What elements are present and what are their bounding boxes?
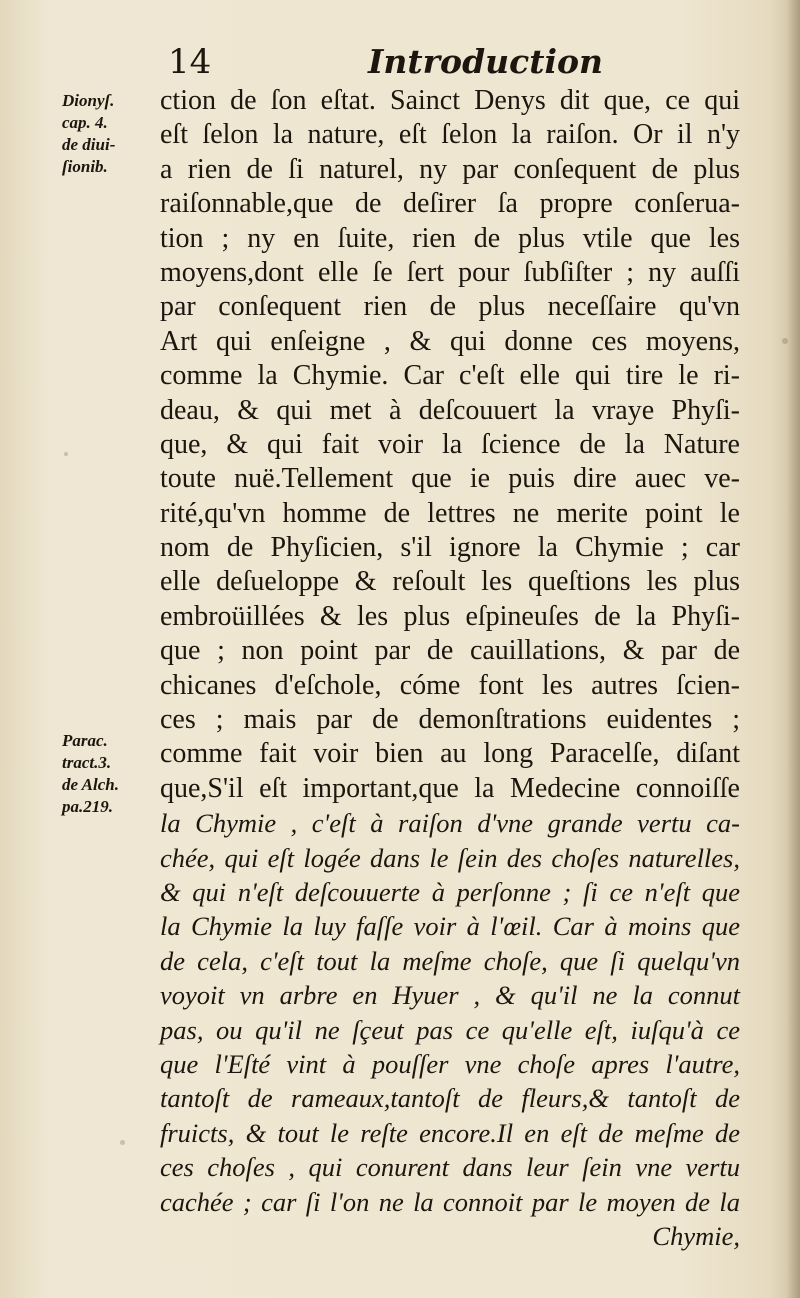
- text-line: que,S'il eſt important,que la Medecine connoiſſe: [160, 772, 740, 804]
- text-line: moyens,dont elle ſe ſert pour ſubſiſter ; ny auſſi: [160, 256, 740, 288]
- text-line-italic: fruicts, & tout le reſte encore.Il en eſt de meſme de: [160, 1117, 740, 1148]
- catchword: Chymie,: [652, 1220, 740, 1251]
- margin-note-line: de diui-: [62, 135, 116, 154]
- text-line-italic: voyoit vn arbre en Hyuer , & qu'il ne la connut: [160, 980, 740, 1011]
- text-line: elle deſueloppe & reſoult les queſtions les plus: [160, 566, 740, 598]
- text-line-italic: la Chymie , c'eſt à raiſon d'vne grande vertu ca-: [160, 808, 740, 839]
- margin-note-line: pa.219.: [62, 797, 113, 816]
- text-line: raiſonnable,que de deſirer ſa propre conſerua-: [160, 188, 740, 220]
- text-line-italic: & qui n'eſt deſcouuerte à perſonne ; ſi ce n'eſt que: [160, 876, 740, 907]
- margin-note-line: Dionyſ.: [62, 91, 115, 110]
- text-line: par conſequent rien de plus neceſſaire qu'vn: [160, 291, 740, 323]
- text-line-italic: cachée ; car ſi l'on ne la connoit par le moyen de la: [160, 1186, 740, 1217]
- text-line: toute nuë.Tellement que ie puis dire auec ve-: [160, 463, 740, 495]
- text-line: comme fait voir bien au long Paracelſe, diſant: [160, 738, 740, 770]
- text-line: que, & qui fait voir la ſcience de la Nature: [160, 428, 740, 460]
- text-line: deau, & qui met à deſcouuert la vraye Phyſi-: [160, 394, 740, 426]
- text-line: que ; non point par de cauillations, & par de: [160, 635, 740, 667]
- margin-note-line: ſionib.: [62, 157, 108, 176]
- margin-note-dionysius: [62, 90, 162, 178]
- text-line: embroüillées & les plus eſpineuſes de la Phyſi-: [160, 600, 740, 632]
- text-line-italic: la Chymie la luy faſſe voir à l'œil. Car à moins que: [160, 911, 740, 942]
- text-line: eſt ſelon la nature, eſt ſelon la raiſon. Or il n'y: [160, 119, 740, 151]
- page-header: [0, 42, 800, 90]
- text-line-italic: tantoſt de rameaux,tantoſt de fleurs,& tantoſt de: [160, 1083, 740, 1114]
- text-line-italic: que l'Eſté vint à pouſſer vne choſe apres l'autre,: [160, 1048, 740, 1079]
- body-text: [160, 84, 740, 1253]
- text-line: a rien de ſi naturel, ny par conſequent de plus: [160, 153, 740, 185]
- running-title: Introduction: [368, 42, 604, 81]
- text-line: Art qui enſeigne , & qui donne ces moyens,: [160, 325, 740, 357]
- paper-spot: [64, 452, 68, 456]
- margin-note-line: tract.3.: [62, 753, 112, 772]
- paper-spot: [120, 1140, 125, 1145]
- page-number: 14: [168, 42, 212, 82]
- page-edge-shadow: [786, 0, 800, 1298]
- paper-spot: [782, 338, 788, 344]
- margin-note-line: cap. 4.: [62, 113, 108, 132]
- text-line: comme la Chymie. Car c'eſt elle qui tire le ri-: [160, 360, 740, 392]
- text-line: rité,qu'vn homme de lettres ne merite point le: [160, 497, 740, 529]
- text-line-italic: chée, qui eſt logée dans le ſein des choſes naturelles,: [160, 842, 740, 873]
- text-line: nom de Phyſicien, s'il ignore la Chymie ; car: [160, 532, 740, 564]
- text-line: ces ; mais par de demonſtrations euidentes ;: [160, 704, 740, 736]
- text-line-italic: de cela, c'eſt tout la meſme choſe, que ſi quelqu'vn: [160, 945, 740, 976]
- text-line-italic: ces choſes , qui conurent dans leur ſein vne vertu: [160, 1152, 740, 1183]
- margin-note-line: de Alch.: [62, 775, 119, 794]
- text-line: chicanes d'eſchole, cóme font les autres ſcien-: [160, 669, 740, 701]
- text-line-italic: pas, ou qu'il ne ſçeut pas ce qu'elle eſt, iuſqu'à ce: [160, 1014, 740, 1045]
- text-line: tion ; ny en ſuite, rien de plus vtile que les: [160, 222, 740, 254]
- margin-note-line: Parac.: [62, 731, 108, 750]
- margin-note-paracelsus: [62, 730, 162, 818]
- text-line: ction de ſon eſtat. Sainct Denys dit que, ce qui: [160, 85, 740, 116]
